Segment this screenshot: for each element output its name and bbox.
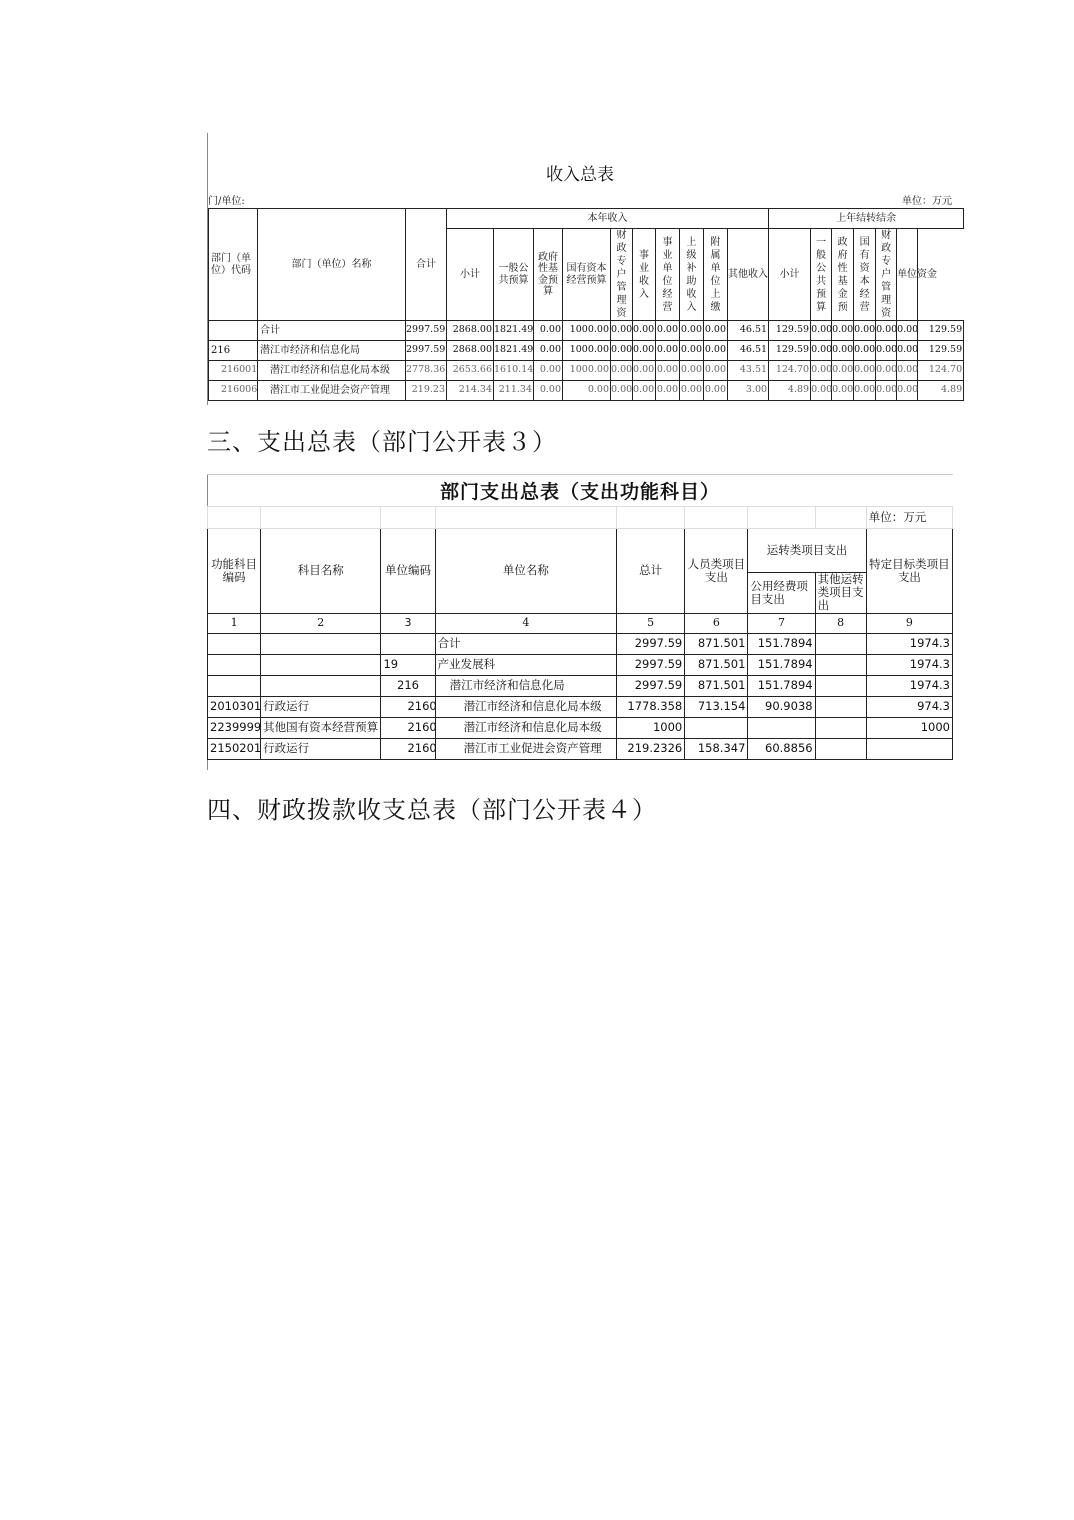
cell-cy-general: 211.34 [494, 381, 534, 401]
cell-py-general: 0.00 [811, 361, 832, 381]
cell-cy-other: 46.51 [728, 321, 769, 341]
cell-other-operating [815, 697, 866, 718]
cell-specific-target: 1974.3 [866, 634, 952, 655]
cell-py-gov: 0.00 [832, 381, 854, 401]
cell-unit-code: 2160 [381, 739, 435, 760]
cell-cy-other: 46.51 [728, 341, 769, 361]
header-py-general-budget: 一般公共预算 [811, 229, 832, 321]
cell-personnel: 871.501 [685, 634, 748, 655]
cell-unit-code: 19 [381, 655, 435, 676]
cell-cy-state: 0.00 [563, 381, 611, 401]
cell-cy-subtotal: 2653.66 [447, 361, 494, 381]
row-name: 潜江市经济和信息化局本级 [258, 361, 406, 381]
cell-unit-name: 潜江市经济和信息化局本级 [435, 718, 616, 739]
cell-cy-operating: 0.00 [656, 361, 680, 381]
index-cell: 3 [381, 614, 435, 634]
cell-total: 2997.59 [617, 655, 685, 676]
cell-py-unit: 129.59 [918, 341, 964, 361]
header-subject-name: 科目名称 [261, 529, 381, 614]
cell-unit-name: 合计 [435, 634, 616, 655]
cell-py-general: 0.00 [811, 321, 832, 341]
index-cell: 2 [261, 614, 381, 634]
header-cy-operating-income: 事业单位经营 [656, 229, 680, 321]
cell-py-state: 0.00 [854, 321, 876, 341]
cell-cy-affiliated: 0.00 [704, 341, 728, 361]
cell-specific-target [866, 739, 952, 760]
cell-py-fiscal2: 0.00 [897, 341, 918, 361]
cell-specific-target: 1000 [866, 718, 952, 739]
cell-public-funds: 90.9038 [748, 697, 815, 718]
header-py-gov-fund: 政府性基金预 [832, 229, 854, 321]
header-cy-state-capital: 国有资本经营预算 [563, 229, 611, 321]
cell-public-funds [748, 718, 815, 739]
cell-cy-subtotal: 2868.00 [447, 321, 494, 341]
header-cy-other-income: 其他收入 [728, 229, 769, 321]
cell-cy-gov: 0.00 [534, 341, 563, 361]
cell-total: 2778.36 [406, 361, 447, 381]
header-cy-general-budget: 一般公共预算 [494, 229, 534, 321]
cell-unit-code [381, 634, 435, 655]
cell-py-subtotal: 129.59 [769, 341, 811, 361]
header-cy-gov-fund: 政府性基金预算 [534, 229, 563, 321]
cell-specific-target: 974.3 [866, 697, 952, 718]
cell-cy-operating: 0.00 [656, 381, 680, 401]
cell-public-funds: 151.7894 [748, 634, 815, 655]
table-row [208, 739, 953, 760]
expense-table [207, 506, 953, 760]
cell-cy-operating: 0.00 [656, 341, 680, 361]
cell-py-fiscal: 0.00 [876, 341, 897, 361]
cell-subject: 行政运行 [261, 739, 381, 760]
cell-cy-general: 1610.14 [494, 361, 534, 381]
cell-unit-name: 产业发展科 [435, 655, 616, 676]
table-row [209, 321, 964, 341]
table-row [209, 381, 964, 401]
index-cell: 6 [685, 614, 748, 634]
index-cell: 9 [866, 614, 952, 634]
header-cy-business-income: 事业收入 [633, 229, 656, 321]
cell-py-state: 0.00 [854, 361, 876, 381]
header-dept-code: 部门（单位）代码 [209, 209, 258, 321]
cell-py-unit: 124.70 [918, 361, 964, 381]
cell-py-unit: 129.59 [918, 321, 964, 341]
cell-py-subtotal: 129.59 [769, 321, 811, 341]
index-cell: 7 [748, 614, 815, 634]
header-unit-code: 单位编码 [381, 529, 435, 614]
cell-cy-other: 43.51 [728, 361, 769, 381]
cell-total: 1000 [617, 718, 685, 739]
cell-py-fiscal: 0.00 [876, 381, 897, 401]
income-unit-label: 单位：万元 [902, 196, 952, 207]
cell-personnel: 871.501 [685, 676, 748, 697]
cell-specific-target: 1974.3 [866, 655, 952, 676]
cell-total: 219.23 [406, 381, 447, 401]
header-py-fiscal-account: 财政专户管理资 [876, 229, 897, 321]
cell-py-state: 0.00 [854, 341, 876, 361]
header-total: 合计 [406, 209, 447, 321]
cell-personnel: 713.154 [685, 697, 748, 718]
cell-cy-gov: 0.00 [534, 321, 563, 341]
header-cy-subtotal: 小计 [447, 229, 494, 321]
cell-other-operating [815, 739, 866, 760]
table-row [208, 697, 953, 718]
header-py-state-capital: 国有资本经营 [854, 229, 876, 321]
cell-py-gov: 0.00 [832, 361, 854, 381]
cell-other-operating [815, 655, 866, 676]
cell-cy-affiliated: 0.00 [704, 361, 728, 381]
cell-func-code [208, 676, 261, 697]
cell-subject [261, 676, 381, 697]
cell-public-funds: 60.8856 [748, 739, 815, 760]
row-name: 潜江市经济和信息化局 [258, 341, 406, 361]
table-row [208, 655, 953, 676]
header-personnel: 人员类项目支出 [685, 529, 748, 614]
index-cell: 4 [435, 614, 616, 634]
income-table-title: 收入总表 [546, 165, 614, 185]
section-heading-3: 三、支出总表（部门公开表３） [207, 428, 557, 456]
cell-cy-fiscal: 0.00 [611, 321, 633, 341]
expense-table-title: 部门支出总表（支出功能科目） [439, 481, 720, 503]
expense-unit-label: 单位：万元 [866, 507, 952, 529]
cell-cy-state: 1000.00 [563, 321, 611, 341]
header-other-operating: 其他运转类项目支出 [815, 573, 866, 614]
row-code [209, 321, 258, 341]
cell-unit-code: 216 [381, 676, 435, 697]
row-code: 216 [209, 341, 258, 361]
cell-unit-name: 潜江市经济和信息化局本级 [435, 697, 616, 718]
cell-unit-code: 2160 [381, 718, 435, 739]
index-cell: 1 [208, 614, 261, 634]
table-row [208, 718, 953, 739]
cell-other-operating [815, 718, 866, 739]
index-cell: 5 [617, 614, 685, 634]
cell-func-code: 2010301 [208, 697, 261, 718]
cell-py-gov: 0.00 [832, 341, 854, 361]
cell-py-gov: 0.00 [832, 321, 854, 341]
cell-cy-affiliated: 0.00 [704, 381, 728, 401]
cell-func-code: 2239999 [208, 718, 261, 739]
cell-py-fiscal2: 0.00 [897, 361, 918, 381]
cell-total: 219.2326 [617, 739, 685, 760]
index-cell: 8 [815, 614, 866, 634]
cell-cy-business: 0.00 [633, 381, 656, 401]
cell-cy-superior: 0.00 [680, 381, 704, 401]
cell-cy-business: 0.00 [633, 361, 656, 381]
cell-py-subtotal: 4.89 [769, 381, 811, 401]
cell-total: 1778.358 [617, 697, 685, 718]
cell-cy-gov: 0.00 [534, 381, 563, 401]
cell-py-general: 0.00 [811, 341, 832, 361]
table-row [208, 676, 953, 697]
cell-subject: 其他国有资本经营预算 [261, 718, 381, 739]
cell-func-code [208, 634, 261, 655]
cell-py-fiscal2: 0.00 [897, 381, 918, 401]
income-dept-label: 门/单位: [208, 196, 245, 207]
header-prev-year: 上年结转结余 [769, 209, 964, 229]
header-py-subtotal: 小计 [769, 229, 811, 321]
cell-cy-superior: 0.00 [680, 321, 704, 341]
cell-py-general: 0.00 [811, 381, 832, 401]
cell-cy-state: 1000.00 [563, 341, 611, 361]
header-public-funds: 公用经费项目支出 [748, 573, 815, 614]
cell-total: 2997.59 [406, 341, 447, 361]
cell-other-operating [815, 676, 866, 697]
cell-public-funds: 151.7894 [748, 676, 815, 697]
cell-other-operating [815, 634, 866, 655]
cell-subject: 行政运行 [261, 697, 381, 718]
cell-personnel: 871.501 [685, 655, 748, 676]
cell-cy-general: 1821.49 [494, 341, 534, 361]
cell-cy-superior: 0.00 [680, 361, 704, 381]
cell-py-fiscal2: 0.00 [897, 321, 918, 341]
header-operating: 运转类项目支出 [748, 529, 866, 573]
cell-cy-subtotal: 2868.00 [447, 341, 494, 361]
section-heading-4: 四、财政拨款收支总表（部门公开表４） [207, 796, 657, 824]
cell-func-code [208, 655, 261, 676]
header-cy-superior-subsidy: 上级补助收入 [680, 229, 704, 321]
header-cy-affiliated-payment: 附属单位上缴 [704, 229, 728, 321]
cell-cy-business: 0.00 [633, 341, 656, 361]
cell-py-unit: 4.89 [918, 381, 964, 401]
row-name: 潜江市工业促进会资产管理 [258, 381, 406, 401]
cell-total: 2997.59 [617, 634, 685, 655]
row-code: 216001 [209, 361, 258, 381]
cell-cy-general: 1821.49 [494, 321, 534, 341]
cell-cy-superior: 0.00 [680, 341, 704, 361]
header-py-unit-fund: 单位资金 [897, 229, 918, 321]
cell-func-code: 2150201 [208, 739, 261, 760]
cell-cy-other: 3.00 [728, 381, 769, 401]
header-cy-fiscal-account: 财政专户管理资 [611, 229, 633, 321]
cell-cy-gov: 0.00 [534, 361, 563, 381]
cell-cy-operating: 0.00 [656, 321, 680, 341]
cell-cy-affiliated: 0.00 [704, 321, 728, 341]
row-name: 合计 [258, 321, 406, 341]
cell-specific-target: 1974.3 [866, 676, 952, 697]
cell-py-state: 0.00 [854, 381, 876, 401]
header-total: 总计 [617, 529, 685, 614]
cell-total: 2997.59 [406, 321, 447, 341]
cell-cy-fiscal: 0.00 [611, 361, 633, 381]
cell-personnel: 158.347 [685, 739, 748, 760]
cell-unit-name: 潜江市经济和信息化局 [435, 676, 616, 697]
header-func-code: 功能科目编码 [208, 529, 261, 614]
cell-py-fiscal: 0.00 [876, 321, 897, 341]
cell-py-fiscal: 0.00 [876, 361, 897, 381]
cell-py-subtotal: 124.70 [769, 361, 811, 381]
table-row [209, 361, 964, 381]
cell-cy-fiscal: 0.00 [611, 381, 633, 401]
cell-cy-fiscal: 0.00 [611, 341, 633, 361]
cell-public-funds: 151.7894 [748, 655, 815, 676]
table-row [208, 634, 953, 655]
cell-total: 2997.59 [617, 676, 685, 697]
expense-table-top-rule [207, 474, 953, 475]
header-specific-target: 特定目标类项目支出 [866, 529, 952, 614]
cell-cy-subtotal: 214.34 [447, 381, 494, 401]
cell-unit-name: 潜江市工业促进会资产管理 [435, 739, 616, 760]
cell-cy-business: 0.00 [633, 321, 656, 341]
header-dept-name: 部门（单位）名称 [258, 209, 406, 321]
cell-unit-code: 2160 [381, 697, 435, 718]
income-table [208, 208, 964, 401]
cell-personnel [685, 718, 748, 739]
header-current-year: 本年收入 [447, 209, 769, 229]
cell-cy-state: 1000.00 [563, 361, 611, 381]
cell-subject [261, 634, 381, 655]
cell-subject [261, 655, 381, 676]
row-code: 216006 [209, 381, 258, 401]
header-unit-name: 单位名称 [435, 529, 616, 614]
table-row [209, 341, 964, 361]
